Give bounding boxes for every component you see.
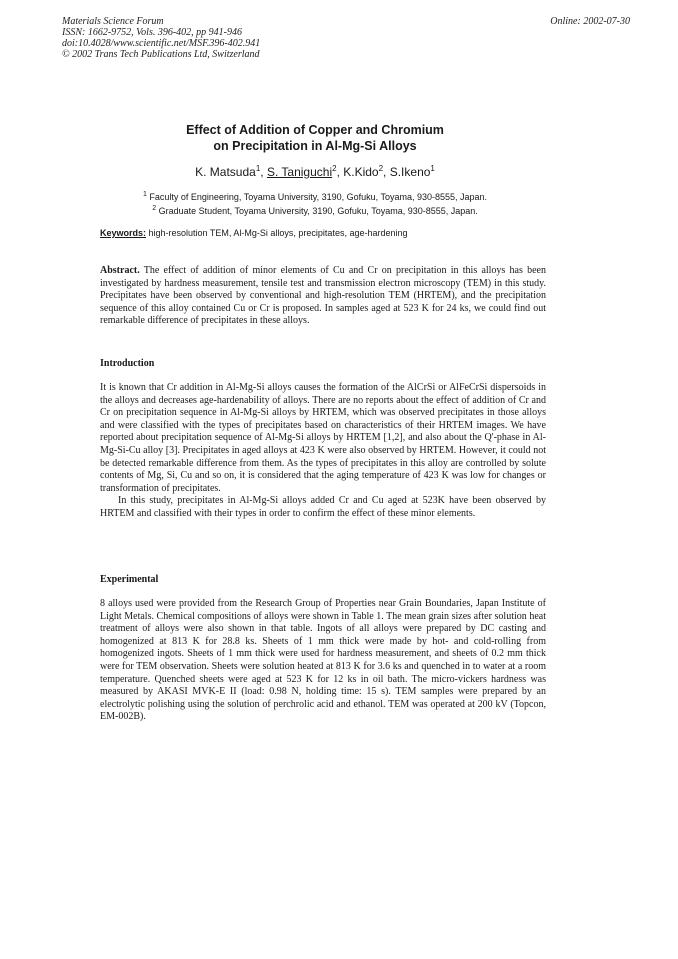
page-header	[62, 16, 630, 60]
affiliation-text: Faculty of Engineering, Toyama University, 3190, Gofuku, Toyama, 930-8555, Japan.	[149, 192, 488, 202]
affiliation-1	[0, 189, 630, 203]
keywords-text: high-resolution TEM, Al-Mg-Si alloys, precipitates, age-hardening	[148, 228, 408, 238]
introduction-heading: Introduction	[100, 358, 155, 369]
journal-name: Materials Science Forum	[62, 16, 164, 27]
affiliation-text: Graduate Student, Toyama University, 3190, Gofuku, Toyama, 930-8555, Japan.	[158, 206, 478, 216]
experimental-heading: Experimental	[100, 574, 159, 585]
abstract	[100, 265, 546, 328]
paper-title	[0, 122, 630, 154]
author-sup: 2	[378, 164, 384, 173]
abstract-text: The effect of addition of minor elements of Cu and Cr on precipitation in this alloys has been investigated by hardness measurement, tensile test and transmission electron microscopy (TEM) in this study. Precipitates have been observed by conventional and high-resolution TEM (HRTEM), and the precipitation sequence of this alloy contained Cu or Cr is proposed. In samples aged at 523 K for 24 ks, we could find out remarkable difference of precipitates in these alloys.	[100, 265, 546, 327]
author-sup: 1	[430, 164, 435, 173]
keywords	[100, 228, 560, 238]
abstract-label: Abstract.	[100, 265, 140, 276]
introduction-paragraph-1: It is known that Cr addition in Al-Mg-Si alloys causes the formation of the AlCrSi or AlFeCrSi dispersoids in the alloys and decreases age-hardenability of alloys. There are no reports about the effect of addition of Cr and Cr on precipitation sequence in Al-Mg-Si alloys by HRTEM, which was observed precipitates in those alloys and were classified with the types of precipitates based on characteristics of their HRTEM images. We have reported about precipitation sequence of Al-Mg-Si alloys by HRTEM [1,2], and also about the Q'-phase in Al-Mg-Si-Cu alloy [3]. Precipitates in aged alloys at 423 K were also observed by HRTEM. However, it could not be detected remarkable difference from them. As the types of precipitates in this alloy are controlled by solute contents of Mg, Si, Cu and so on, it is considered that the aging temperature of 423 K was low for changes or transformation of precipitates.	[100, 382, 546, 494]
affiliation-2	[0, 203, 630, 217]
doi-line: doi:10.4028/www.scientific.net/MSF.396-402.941	[62, 38, 261, 49]
author-name: S. Taniguchi	[266, 165, 333, 179]
issn-line: ISSN: 1662-9752, Vols. 396-402, pp 941-946	[62, 27, 242, 38]
author-sup: 1	[255, 164, 261, 173]
title-line-1: Effect of Addition of Copper and Chromium	[186, 123, 444, 137]
affiliations	[0, 189, 630, 217]
keywords-label: Keywords:	[100, 228, 147, 238]
experimental-body	[100, 598, 546, 724]
affiliation-sup: 1	[142, 191, 147, 198]
experimental-paragraph: 8 alloys used were provided from the Research Group of Properties near Grain Boundaries, Japan Institute of Light Metals. Chemical compositions of alloys were shown in Table 1. The mean grain sizes after solution heat treatment of alloys were also shown in that table. Ingots of all alloys were prepared by DC casting and homogenized at 813 K for 28.8 ks. Sheets of 1 mm thick were made by hot- and cold-rolling from homogenized ingots. Sheets of 1 mm thick were used for hardness measurement, and sheets of 0.2 mm thick were for TEM observation. Sheets were solution heated at 813 K for 3.6 ks and quenched in to water at a room temperature. Quenched sheets were aged at 523 K for 12 ks in oil bath. The micro-vickers hardness was measured by AKASI MVK-E II (load: 0.98 N, holding time: 15 s). TEM samples were prepared by an electrolytic polishing using the solution of perchrolic acid and ethanol. TEM was operated at 200 kV (Topcon, EM-002B).	[100, 598, 546, 723]
affiliation-sup: 2	[152, 205, 157, 212]
title-block	[0, 122, 630, 217]
author-sup: 2	[332, 164, 337, 173]
title-line-2: on Precipitation in Al-Mg-Si Alloys	[213, 139, 417, 153]
introduction-body	[100, 382, 546, 521]
author-list: K. Matsuda$^1$, S. Taniguchi$^2$, K.Kido$^2$, S.Ikeno$^1$	[195, 164, 435, 179]
online-date: Online: 2002-07-30	[550, 16, 630, 27]
author-name: K.Kido	[343, 165, 379, 179]
author-name: S.Ikeno	[389, 165, 431, 179]
copyright-line: © 2002 Trans Tech Publications Ltd, Switzerland	[62, 49, 260, 60]
author-name: K. Matsuda	[195, 165, 256, 179]
introduction-paragraph-2: In this study, precipitates in Al-Mg-Si alloys added Cr and Cu aged at 523K have been observed by HRTEM and classified with their types in order to confirm the effect of these minor elements.	[100, 495, 546, 519]
